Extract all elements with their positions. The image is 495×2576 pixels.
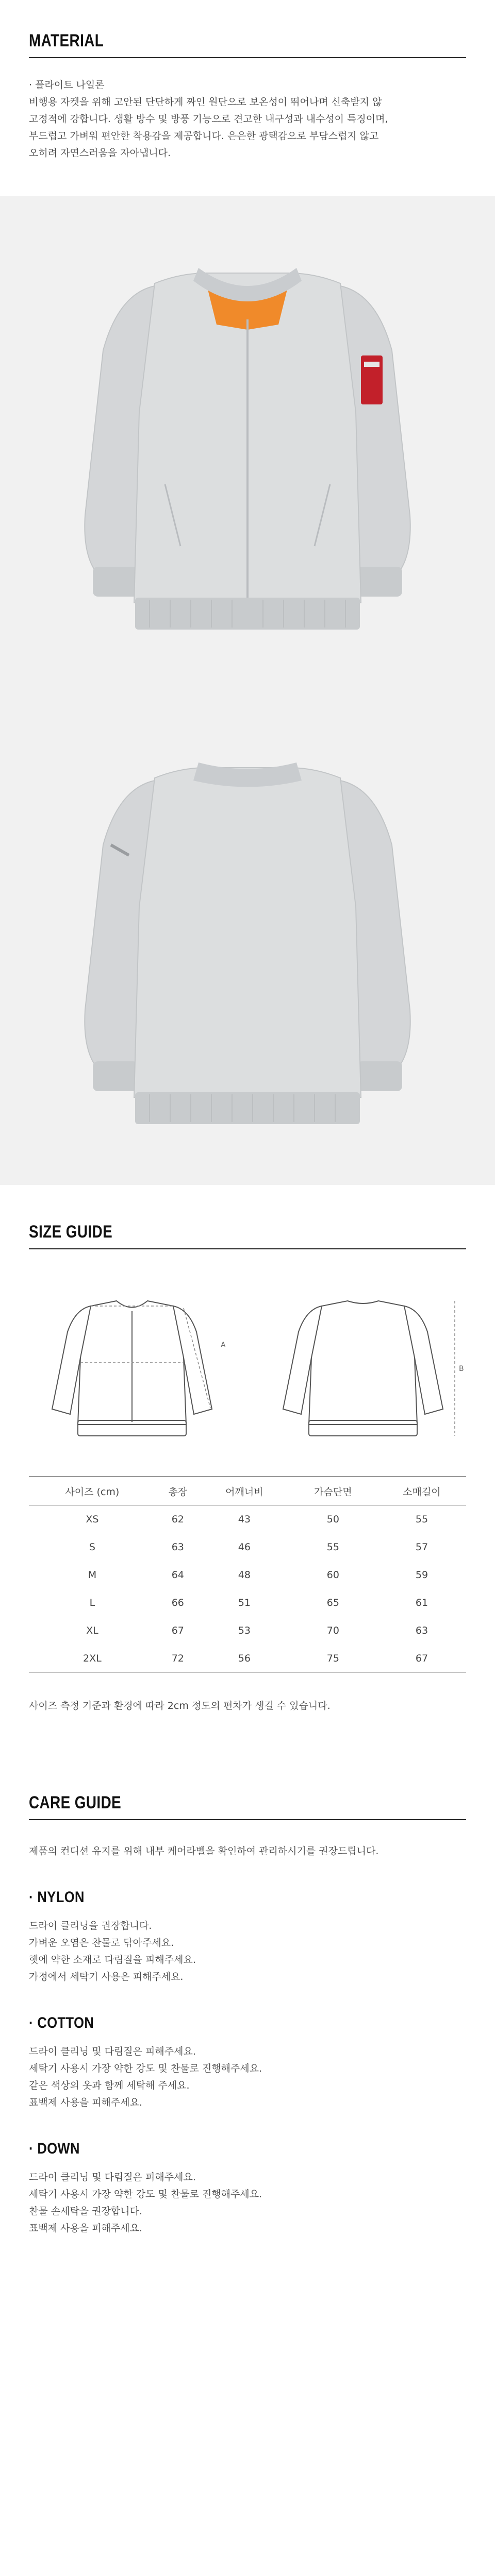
size-cell: 75 xyxy=(289,1645,377,1672)
material-line: 고정적에 강합니다. 생활 방수 및 방풍 기능으로 견고한 내구성과 내수성이 특징이며, xyxy=(29,113,388,125)
size-table xyxy=(29,1476,466,1673)
size-guide-section xyxy=(0,1185,495,1762)
size-cell: 63 xyxy=(171,1541,184,1553)
care-line: 세탁기 사용시 가장 약한 강도 및 찬물로 진행해주세요. xyxy=(29,2189,262,2200)
size-cell: L xyxy=(89,1597,95,1608)
size-cell: 43 xyxy=(238,1514,251,1526)
size-cell: XS xyxy=(86,1514,99,1526)
size-cell: 67 xyxy=(377,1645,466,1672)
table-row xyxy=(29,1589,466,1617)
jacket-back-illustration xyxy=(0,690,495,1185)
care-guide-intro: 제품의 컨디션 유지를 위해 내부 케어라벨을 확인하여 관리하시기를 권장드립니다. xyxy=(29,1845,379,1857)
material-bullet: · 플라이트 나일론 xyxy=(29,79,105,91)
size-cell: 55 xyxy=(415,1514,428,1526)
jacket-back-photo xyxy=(0,690,495,1185)
size-cell: 48 xyxy=(238,1569,251,1581)
size-table-header: 어깨너비 xyxy=(200,1477,289,1505)
care-line: 표백제 사용을 피해주세요. xyxy=(29,2097,143,2108)
jacket-front-illustration xyxy=(0,196,495,690)
size-cell: 57 xyxy=(415,1541,428,1553)
care-guide-divider xyxy=(29,1819,466,1820)
size-diagram-front xyxy=(29,1285,235,1450)
care-line: 찬물 손세탁을 권장합니다. xyxy=(29,2206,143,2217)
care-block-down xyxy=(29,2140,466,2237)
care-block-cotton xyxy=(29,2014,466,2111)
size-cell: 70 xyxy=(326,1625,339,1636)
size-diagrams xyxy=(29,1285,466,1450)
size-cell: 63 xyxy=(415,1625,428,1636)
size-diagram-back xyxy=(260,1285,466,1450)
size-table-header: 총장 xyxy=(156,1477,200,1505)
size-cell: 66 xyxy=(171,1597,184,1608)
size-cell: 65 xyxy=(326,1597,339,1608)
table-row xyxy=(29,1617,466,1645)
size-table-header: 사이즈 (cm) xyxy=(29,1477,156,1505)
table-row xyxy=(29,1561,466,1589)
table-row xyxy=(29,1505,466,1533)
material-line: 오히려 자연스러움을 자아냅니다. xyxy=(29,147,171,159)
care-guide-section xyxy=(0,1762,495,2576)
care-line: 같은 색상의 옷과 함께 세탁해 주세요. xyxy=(29,2080,190,2091)
jacket-front-photo xyxy=(0,196,495,690)
size-cell: 55 xyxy=(326,1541,339,1553)
table-row xyxy=(29,1645,466,1672)
care-block-nylon xyxy=(29,1889,466,1986)
size-note: 사이즈 측정 기준과 환경에 따라 2cm 정도의 편차가 생길 수 있습니다. xyxy=(29,1700,331,1711)
care-line: 세탁기 사용시 가장 약한 강도 및 찬물로 진행해주세요. xyxy=(29,2063,262,2074)
size-cell: 50 xyxy=(326,1514,339,1526)
material-line: 부드럽고 가벼워 편안한 착용감을 제공합니다. 은은한 광택감으로 부담스럽지 않고 xyxy=(29,130,379,142)
size-cell: 59 xyxy=(415,1569,428,1581)
care-line: 햇에 약한 소재로 다림질을 피해주세요. xyxy=(29,1954,196,1965)
size-cell: 46 xyxy=(238,1541,251,1553)
care-block-title: · COTTON xyxy=(29,2014,94,2031)
size-diagram-label-b: B xyxy=(459,1365,464,1373)
care-line: 표백제 사용을 피해주세요. xyxy=(29,2223,143,2234)
size-table-header: 소매길이 xyxy=(377,1477,466,1505)
material-line: 비행용 자켓을 위해 고안된 단단하게 짜인 원단으로 보온성이 뛰어나며 신축받지 않 xyxy=(29,96,382,108)
size-table-header-row xyxy=(29,1477,466,1505)
care-block-title: · DOWN xyxy=(29,2140,80,2157)
care-line: 가벼운 오염은 찬물로 닦아주세요. xyxy=(29,1937,174,1948)
size-cell: 61 xyxy=(415,1597,428,1608)
care-guide-title: CARE GUIDE xyxy=(29,1793,122,1812)
size-cell: 53 xyxy=(238,1625,251,1636)
size-cell: 67 xyxy=(171,1625,184,1636)
size-cell: 56 xyxy=(200,1645,289,1672)
size-diagram-label-a: A xyxy=(221,1341,226,1349)
size-cell: 2XL xyxy=(29,1645,156,1672)
size-cell: 72 xyxy=(156,1645,200,1672)
table-row xyxy=(29,1533,466,1561)
size-guide-divider xyxy=(29,1248,466,1249)
size-cell: 64 xyxy=(171,1569,184,1581)
size-cell: 51 xyxy=(238,1597,251,1608)
size-cell: 62 xyxy=(171,1514,184,1526)
material-section xyxy=(0,0,495,196)
care-block-title: · NYLON xyxy=(29,1889,85,1906)
care-line: 드라이 클리닝 및 다림질은 피해주세요. xyxy=(29,2046,196,2057)
care-line: 드라이 클리닝 및 다림질은 피해주세요. xyxy=(29,2172,196,2183)
size-table-header: 가슴단면 xyxy=(289,1477,377,1505)
size-cell: XL xyxy=(86,1625,98,1636)
material-divider xyxy=(29,57,466,58)
care-line: 드라이 클리닝을 권장합니다. xyxy=(29,1920,152,1931)
size-guide-title: SIZE GUIDE xyxy=(29,1222,113,1242)
care-line: 가정에서 세탁기 사용은 피해주세요. xyxy=(29,1971,184,1982)
material-title: MATERIAL xyxy=(29,31,104,50)
size-cell: S xyxy=(89,1541,95,1553)
size-cell: 60 xyxy=(326,1569,339,1581)
size-cell: M xyxy=(88,1569,97,1581)
